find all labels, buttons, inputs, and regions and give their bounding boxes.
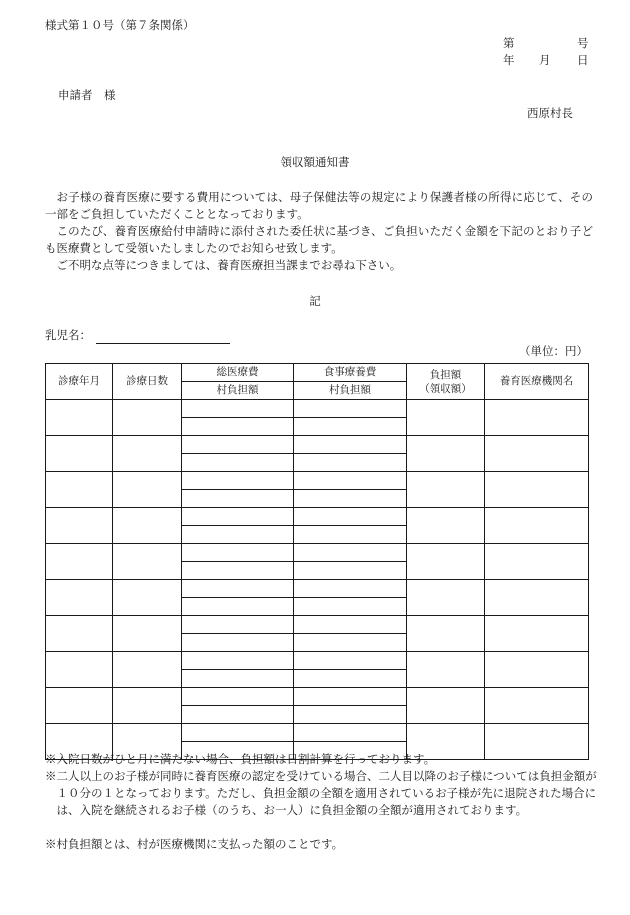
details-table	[45, 363, 589, 760]
cell-treatment-month[interactable]	[46, 436, 113, 472]
cell-medical-institution[interactable]	[485, 652, 589, 688]
table-row	[46, 436, 589, 454]
body-text	[45, 189, 593, 274]
cell-total-village-share[interactable]	[182, 634, 294, 652]
cell-meal-village-share[interactable]	[294, 706, 407, 724]
cell-medical-institution[interactable]	[485, 400, 589, 436]
cell-total-medical-cost[interactable]	[182, 508, 294, 526]
body-paragraph: このたび、養育医療給付申請時に添付された委任状に基づき、ご負担いただく金額を下記のとおり子ども医療費として受領いたしましたのでお知らせ致します。	[45, 224, 593, 255]
unit-label: （単位：円）	[519, 344, 588, 358]
header-treatment-month: 診療年月	[46, 364, 113, 400]
date-year-label: 年	[503, 53, 515, 67]
cell-treatment-days[interactable]	[113, 436, 182, 472]
cell-treatment-month[interactable]	[46, 580, 113, 616]
cell-meal-village-share[interactable]	[294, 670, 407, 688]
cell-total-medical-cost[interactable]	[182, 580, 294, 598]
cell-burden-amount[interactable]	[407, 652, 485, 688]
infant-name-field[interactable]	[96, 343, 230, 344]
cell-medical-institution[interactable]	[485, 472, 589, 508]
header-burden-amount	[407, 364, 485, 400]
cell-meal-village-share[interactable]	[294, 490, 407, 508]
table-row	[46, 544, 589, 562]
table-row	[46, 400, 589, 418]
cell-meal-cost[interactable]	[294, 580, 407, 598]
cell-burden-amount[interactable]	[407, 688, 485, 724]
table-row	[46, 688, 589, 706]
cell-burden-amount[interactable]	[407, 544, 485, 580]
cell-burden-amount[interactable]	[407, 616, 485, 652]
cell-treatment-month[interactable]	[46, 400, 113, 436]
table-row	[46, 724, 589, 742]
cell-medical-institution[interactable]	[485, 580, 589, 616]
cell-meal-cost[interactable]	[294, 616, 407, 634]
cell-total-medical-cost[interactable]	[182, 436, 294, 454]
cell-treatment-month[interactable]	[46, 508, 113, 544]
cell-total-medical-cost[interactable]	[182, 472, 294, 490]
cell-medical-institution[interactable]	[485, 508, 589, 544]
document-title: 領収額通知書	[280, 155, 350, 169]
cell-total-village-share[interactable]	[182, 562, 294, 580]
cell-meal-cost[interactable]	[294, 544, 407, 562]
cell-total-village-share[interactable]	[182, 418, 294, 436]
header-burden-line2: （領収額）	[419, 382, 472, 395]
cell-treatment-days[interactable]	[113, 652, 182, 688]
footnote: ※村負担額とは、村が医療機関に支払った額のことです。	[45, 837, 344, 851]
cell-total-medical-cost[interactable]	[182, 544, 294, 562]
body-paragraph: お子様の養育医療に要する費用については、母子保健法等の規定により保護者様の所得に応じて、その一部をご負担していただくこととなっております。	[45, 190, 593, 221]
cell-medical-institution[interactable]	[485, 436, 589, 472]
cell-medical-institution[interactable]	[485, 616, 589, 652]
cell-total-medical-cost[interactable]	[182, 688, 294, 706]
cell-treatment-days[interactable]	[113, 544, 182, 580]
footnote: ※二人以上のお子様が同時に養育医療の認定を受けている場合、二人目以降のお子様については負担金額が１０分の１となっております。ただし、負担金額の全額を適用されているお子様が先に退院された場合には、入院を継続されるお子様（のうち、お一人）に負担金額の全額が適用されております。	[45, 769, 597, 817]
cell-burden-amount[interactable]	[407, 472, 485, 508]
cell-burden-amount[interactable]	[407, 580, 485, 616]
cell-treatment-month[interactable]	[46, 652, 113, 688]
cell-meal-village-share[interactable]	[294, 634, 407, 652]
cell-total-village-share[interactable]	[182, 526, 294, 544]
header-total-medical-cost: 総医療費	[182, 364, 294, 382]
header-burden-line1: 負担額	[429, 368, 462, 381]
header-treatment-days: 診療日数	[113, 364, 182, 400]
header-medical-institution: 養育医療機関名	[485, 364, 589, 400]
table-row	[46, 472, 589, 490]
header-total-village-share: 村負担額	[182, 382, 294, 400]
cell-burden-amount[interactable]	[407, 508, 485, 544]
cell-total-medical-cost[interactable]	[182, 724, 294, 742]
cell-meal-cost[interactable]	[294, 472, 407, 490]
body-paragraph: ご不明な点等につきましては、養育医療担当課までお尋ね下さい。	[56, 258, 402, 272]
table-row	[46, 508, 589, 526]
cell-total-medical-cost[interactable]	[182, 616, 294, 634]
recipient: 申請者 様	[58, 88, 116, 102]
cell-treatment-days[interactable]	[113, 580, 182, 616]
footnote: ※入院日数がひと月に満たない場合、負担額は日割計算を行っております。	[45, 752, 436, 766]
cell-total-village-share[interactable]	[182, 598, 294, 616]
details-table-body	[46, 400, 589, 760]
cell-treatment-days[interactable]	[113, 472, 182, 508]
cell-meal-village-share[interactable]	[294, 418, 407, 436]
table-row	[46, 580, 589, 598]
date-day-label: 日	[577, 53, 589, 67]
cell-meal-cost[interactable]	[294, 508, 407, 526]
cell-meal-cost[interactable]	[294, 724, 407, 742]
cell-burden-amount[interactable]	[407, 436, 485, 472]
cell-total-medical-cost[interactable]	[182, 400, 294, 418]
cell-treatment-month[interactable]	[46, 472, 113, 508]
date-month-label: 月	[539, 53, 551, 67]
document-number-prefix: 第	[503, 36, 515, 50]
cell-total-village-share[interactable]	[182, 706, 294, 724]
cell-treatment-month[interactable]	[46, 544, 113, 580]
cell-treatment-days[interactable]	[113, 400, 182, 436]
cell-treatment-days[interactable]	[113, 616, 182, 652]
table-row	[46, 616, 589, 634]
cell-treatment-days[interactable]	[113, 508, 182, 544]
cell-meal-village-share[interactable]	[294, 562, 407, 580]
document-number-suffix: 号	[577, 36, 589, 50]
infant-name-label: 乳児名：	[45, 328, 91, 342]
cell-meal-cost[interactable]	[294, 400, 407, 418]
cell-total-village-share[interactable]	[182, 670, 294, 688]
cell-meal-cost[interactable]	[294, 652, 407, 670]
sender: 西原村長	[527, 106, 573, 120]
cell-treatment-month[interactable]	[46, 616, 113, 652]
ki-label: 記	[309, 294, 321, 308]
cell-total-village-share[interactable]	[182, 490, 294, 508]
cell-meal-village-share[interactable]	[294, 598, 407, 616]
cell-meal-village-share[interactable]	[294, 454, 407, 472]
cell-medical-institution[interactable]	[485, 688, 589, 724]
cell-meal-cost[interactable]	[294, 436, 407, 454]
header-meal-cost: 食事療養費	[294, 364, 407, 382]
cell-total-village-share[interactable]	[182, 454, 294, 472]
cell-total-medical-cost[interactable]	[182, 652, 294, 670]
table-row	[46, 652, 589, 670]
cell-burden-amount[interactable]	[407, 400, 485, 436]
header-meal-village-share: 村負担額	[294, 382, 407, 400]
cell-treatment-days[interactable]	[113, 688, 182, 724]
cell-meal-cost[interactable]	[294, 688, 407, 706]
form-number: 様式第１０号（第７条関係）	[45, 18, 195, 32]
cell-medical-institution[interactable]	[485, 544, 589, 580]
cell-meal-village-share[interactable]	[294, 526, 407, 544]
cell-treatment-month[interactable]	[46, 688, 113, 724]
